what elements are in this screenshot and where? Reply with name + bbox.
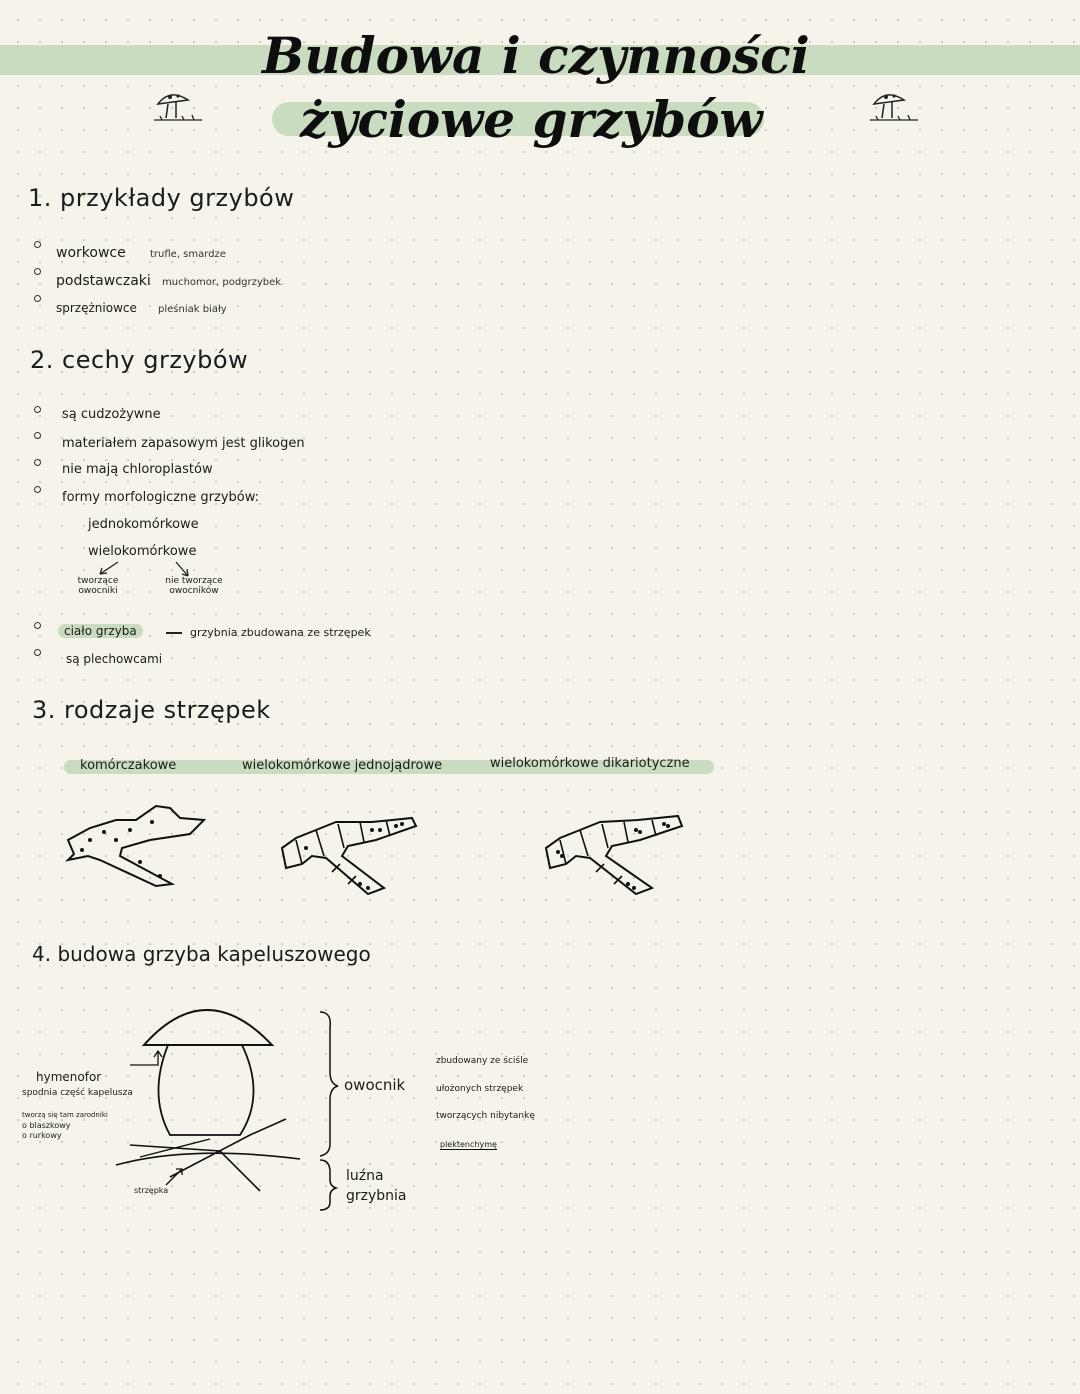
- hymenofor-desc-3: o blaszkowy: [22, 1121, 71, 1130]
- hypha-type-3: wielokomórkowe dikariotyczne: [490, 756, 690, 771]
- mushroom-doodle-icon-right: [868, 88, 924, 128]
- list-item: workowce: [56, 245, 126, 261]
- hypha-monokaryotic-drawing: [276, 812, 426, 902]
- list-item: podstawczaki: [56, 273, 151, 289]
- list-item: sprzężniowce: [56, 301, 137, 315]
- section-3-heading: 3. rodzaje strzępek: [32, 696, 271, 724]
- form-wielokomorkowe: wielokomórkowe: [88, 544, 197, 559]
- bullet: [34, 649, 41, 656]
- hypha-type-1: komórczakowe: [80, 758, 177, 773]
- braces: [314, 1008, 344, 1213]
- subform-tworzace: tworzące owocniki: [77, 576, 119, 596]
- list-item-examples: muchomor, podgrzybek: [162, 277, 282, 288]
- list-item-examples: pleśniak biały: [158, 304, 227, 315]
- subform-nie-tworzace: nie tworzące owocników: [165, 576, 223, 596]
- section-2-heading: 2. cechy grzybów: [30, 346, 249, 374]
- body-definition: grzybnia zbudowana ze strzępek: [190, 626, 371, 639]
- list-item: formy morfologiczne grzybów:: [62, 490, 260, 505]
- bullet: [34, 622, 41, 629]
- bullet: [34, 241, 41, 248]
- plectenchyma-term: plektenchymę: [440, 1140, 497, 1149]
- list-item: nie mają chloroplastów: [62, 462, 213, 477]
- bullet: [34, 295, 41, 302]
- body-term-highlight: ciało grzyba: [58, 624, 143, 638]
- section-4-heading: 4. budowa grzyba kapeluszowego: [32, 942, 371, 966]
- mushroom-doodle-icon-left: [152, 88, 208, 128]
- bullet: [34, 432, 41, 439]
- bullet: [34, 459, 41, 466]
- list-item: są plechowcami: [66, 652, 163, 666]
- owocnik-desc-2: ułożonych strzępek: [436, 1084, 524, 1094]
- list-item-examples: trufle, smardze: [150, 249, 226, 260]
- hymenofor-label: hymenofor: [36, 1070, 102, 1084]
- mushroom-structure-drawing: [110, 995, 310, 1205]
- hypha-dikaryotic-drawing: [540, 810, 690, 900]
- hypha-type-2: wielokomórkowe jednojądrowe: [242, 758, 443, 773]
- strzepka-label: strzępka: [134, 1186, 169, 1195]
- form-jednokomorkowe: jednokomórkowe: [88, 517, 199, 532]
- bullet: [34, 406, 41, 413]
- luzna-label: luźna: [346, 1168, 384, 1184]
- dash: [166, 632, 182, 634]
- page-title-line2: życiowe grzybów: [300, 90, 763, 149]
- hymenofor-desc: spodnia część kapelusza: [22, 1088, 133, 1098]
- page-title-line1: Budowa i czynności: [262, 26, 810, 85]
- grzybnia-label: grzybnia: [346, 1188, 407, 1204]
- list-item: są cudzożywne: [62, 407, 161, 422]
- bullet: [34, 486, 41, 493]
- list-item: materiałem zapasowym jest glikogen: [62, 436, 305, 451]
- hypha-coenocytic-drawing: [60, 800, 210, 892]
- bullet: [34, 268, 41, 275]
- section-1-heading: 1. przykłady grzybów: [28, 184, 295, 212]
- owocnik-desc-1: zbudowany ze ściśle: [436, 1056, 529, 1066]
- hymenofor-desc-2: tworzą się tam zarodniki: [22, 1111, 108, 1119]
- hymenofor-desc-4: o rurkowy: [22, 1131, 62, 1140]
- owocnik-desc-3: tworzących nibytankę: [436, 1111, 535, 1121]
- owocnik-label: owocnik: [344, 1076, 406, 1094]
